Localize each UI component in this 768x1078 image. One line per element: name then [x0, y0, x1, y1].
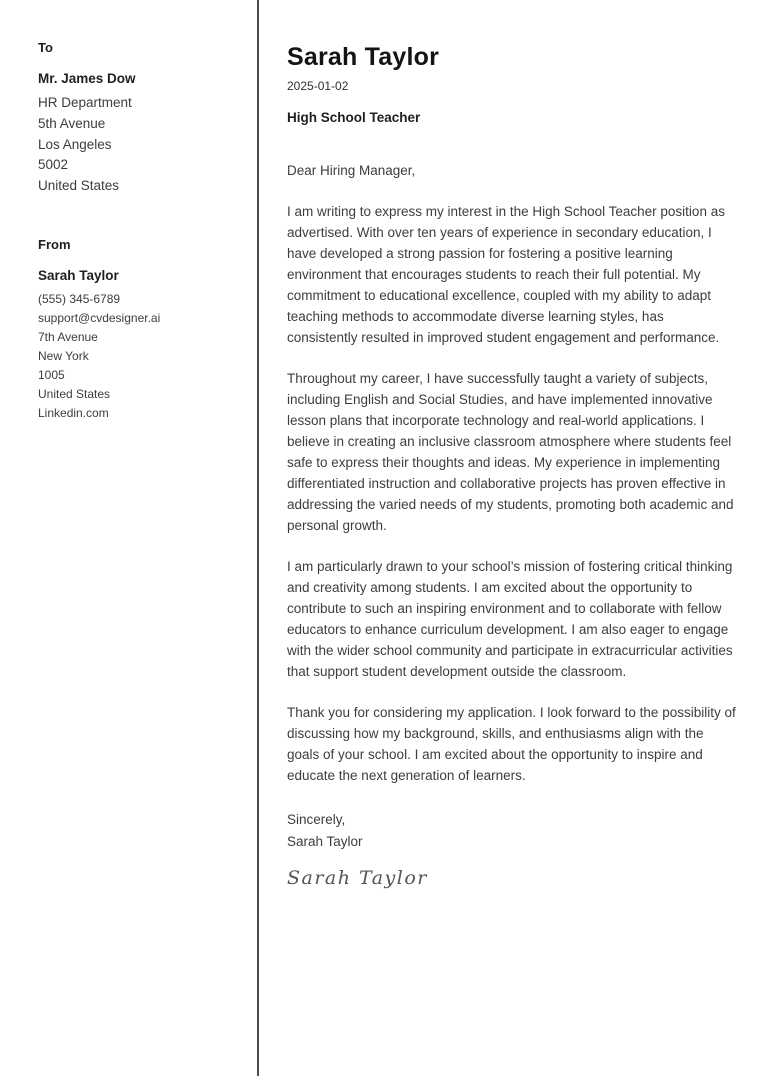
salutation: Dear Hiring Manager, [287, 163, 416, 178]
recipient-country: United States [38, 178, 120, 194]
sender-postal-code: 1005 [38, 367, 65, 382]
recipient-postal-code: 5002 [38, 157, 69, 173]
sender-name: Sarah Taylor [38, 267, 119, 283]
vertical-divider [257, 0, 259, 1076]
sender-city: New York [38, 348, 89, 363]
recipient-street: 5th Avenue [38, 115, 106, 131]
closing-salutation: Sincerely, [287, 812, 346, 827]
sender-phone: (555) 345-6789 [38, 291, 121, 306]
sender-contact-details [38, 290, 228, 423]
from-heading: From [38, 236, 71, 252]
handwritten-signature: Sarah Taylor [287, 867, 428, 889]
recipient-department: HR Department [38, 95, 132, 110]
paragraph-motivation: I am particularly drawn to your school’s mission of fostering critical thinking and creativity among students. I am excited about the opportunity to contribute to such an inspiring environment and to collaborate with fellow educators to enhance curriculum development. I am also eager to engage with the wider school community and participate in extracurricular activities that support student development outside the classroom. [287, 559, 733, 679]
recipient-section [38, 40, 228, 197]
to-heading: To [38, 40, 53, 55]
letter-author-name: Sarah Taylor [287, 43, 439, 71]
recipient-name: Mr. James Dow [38, 71, 136, 86]
job-title: High School Teacher [287, 110, 421, 125]
letter-date: 2025-01-02 [287, 79, 349, 93]
recipient-city: Los Angeles [38, 136, 112, 152]
letter-body [287, 42, 736, 891]
paragraph-experience: Throughout my career, I have successfully taught a variety of subjects, including English and Social Studies, and have implemented innovative lesson plans that incorporate technology and real-world applications. I believe in creating an inclusive classroom atmosphere where students feel safe to express their thoughts and ideas. My experience in implementing differentiated instruction and collaborative projects has proven effective in addressing the varied needs of my students, promoting both academic and personal growth. [287, 371, 734, 533]
closing-block [287, 809, 736, 891]
sender-section [38, 237, 228, 423]
recipient-address [38, 93, 228, 197]
sender-country: United States [38, 386, 111, 401]
paragraph-introduction: I am writing to express my interest in the High School Teacher position as advertised. With over ten years of experience in secondary education, I have developed a strong passion for fostering a positive learning environment that encourages students to reach their full potential. My commitment to educational excellence, coupled with my ability to adapt teaching methods to accommodate diverse learning styles, has consistently resulted in improved student engagement and performance. [287, 204, 725, 345]
contact-sidebar [38, 40, 228, 423]
sender-linkedin: Linkedin.com [38, 405, 109, 420]
paragraph-thanks: Thank you for considering my application. I look forward to the possibility of discussing how my background, skills, and enthusiasms align with the goals of your school. I am excited about the opportunity to inspire and educate the next generation of learners. [287, 705, 736, 783]
closing-name: Sarah Taylor [287, 833, 363, 849]
sender-email: support@cvdesigner.ai [38, 310, 161, 325]
sender-street: 7th Avenue [38, 329, 98, 344]
